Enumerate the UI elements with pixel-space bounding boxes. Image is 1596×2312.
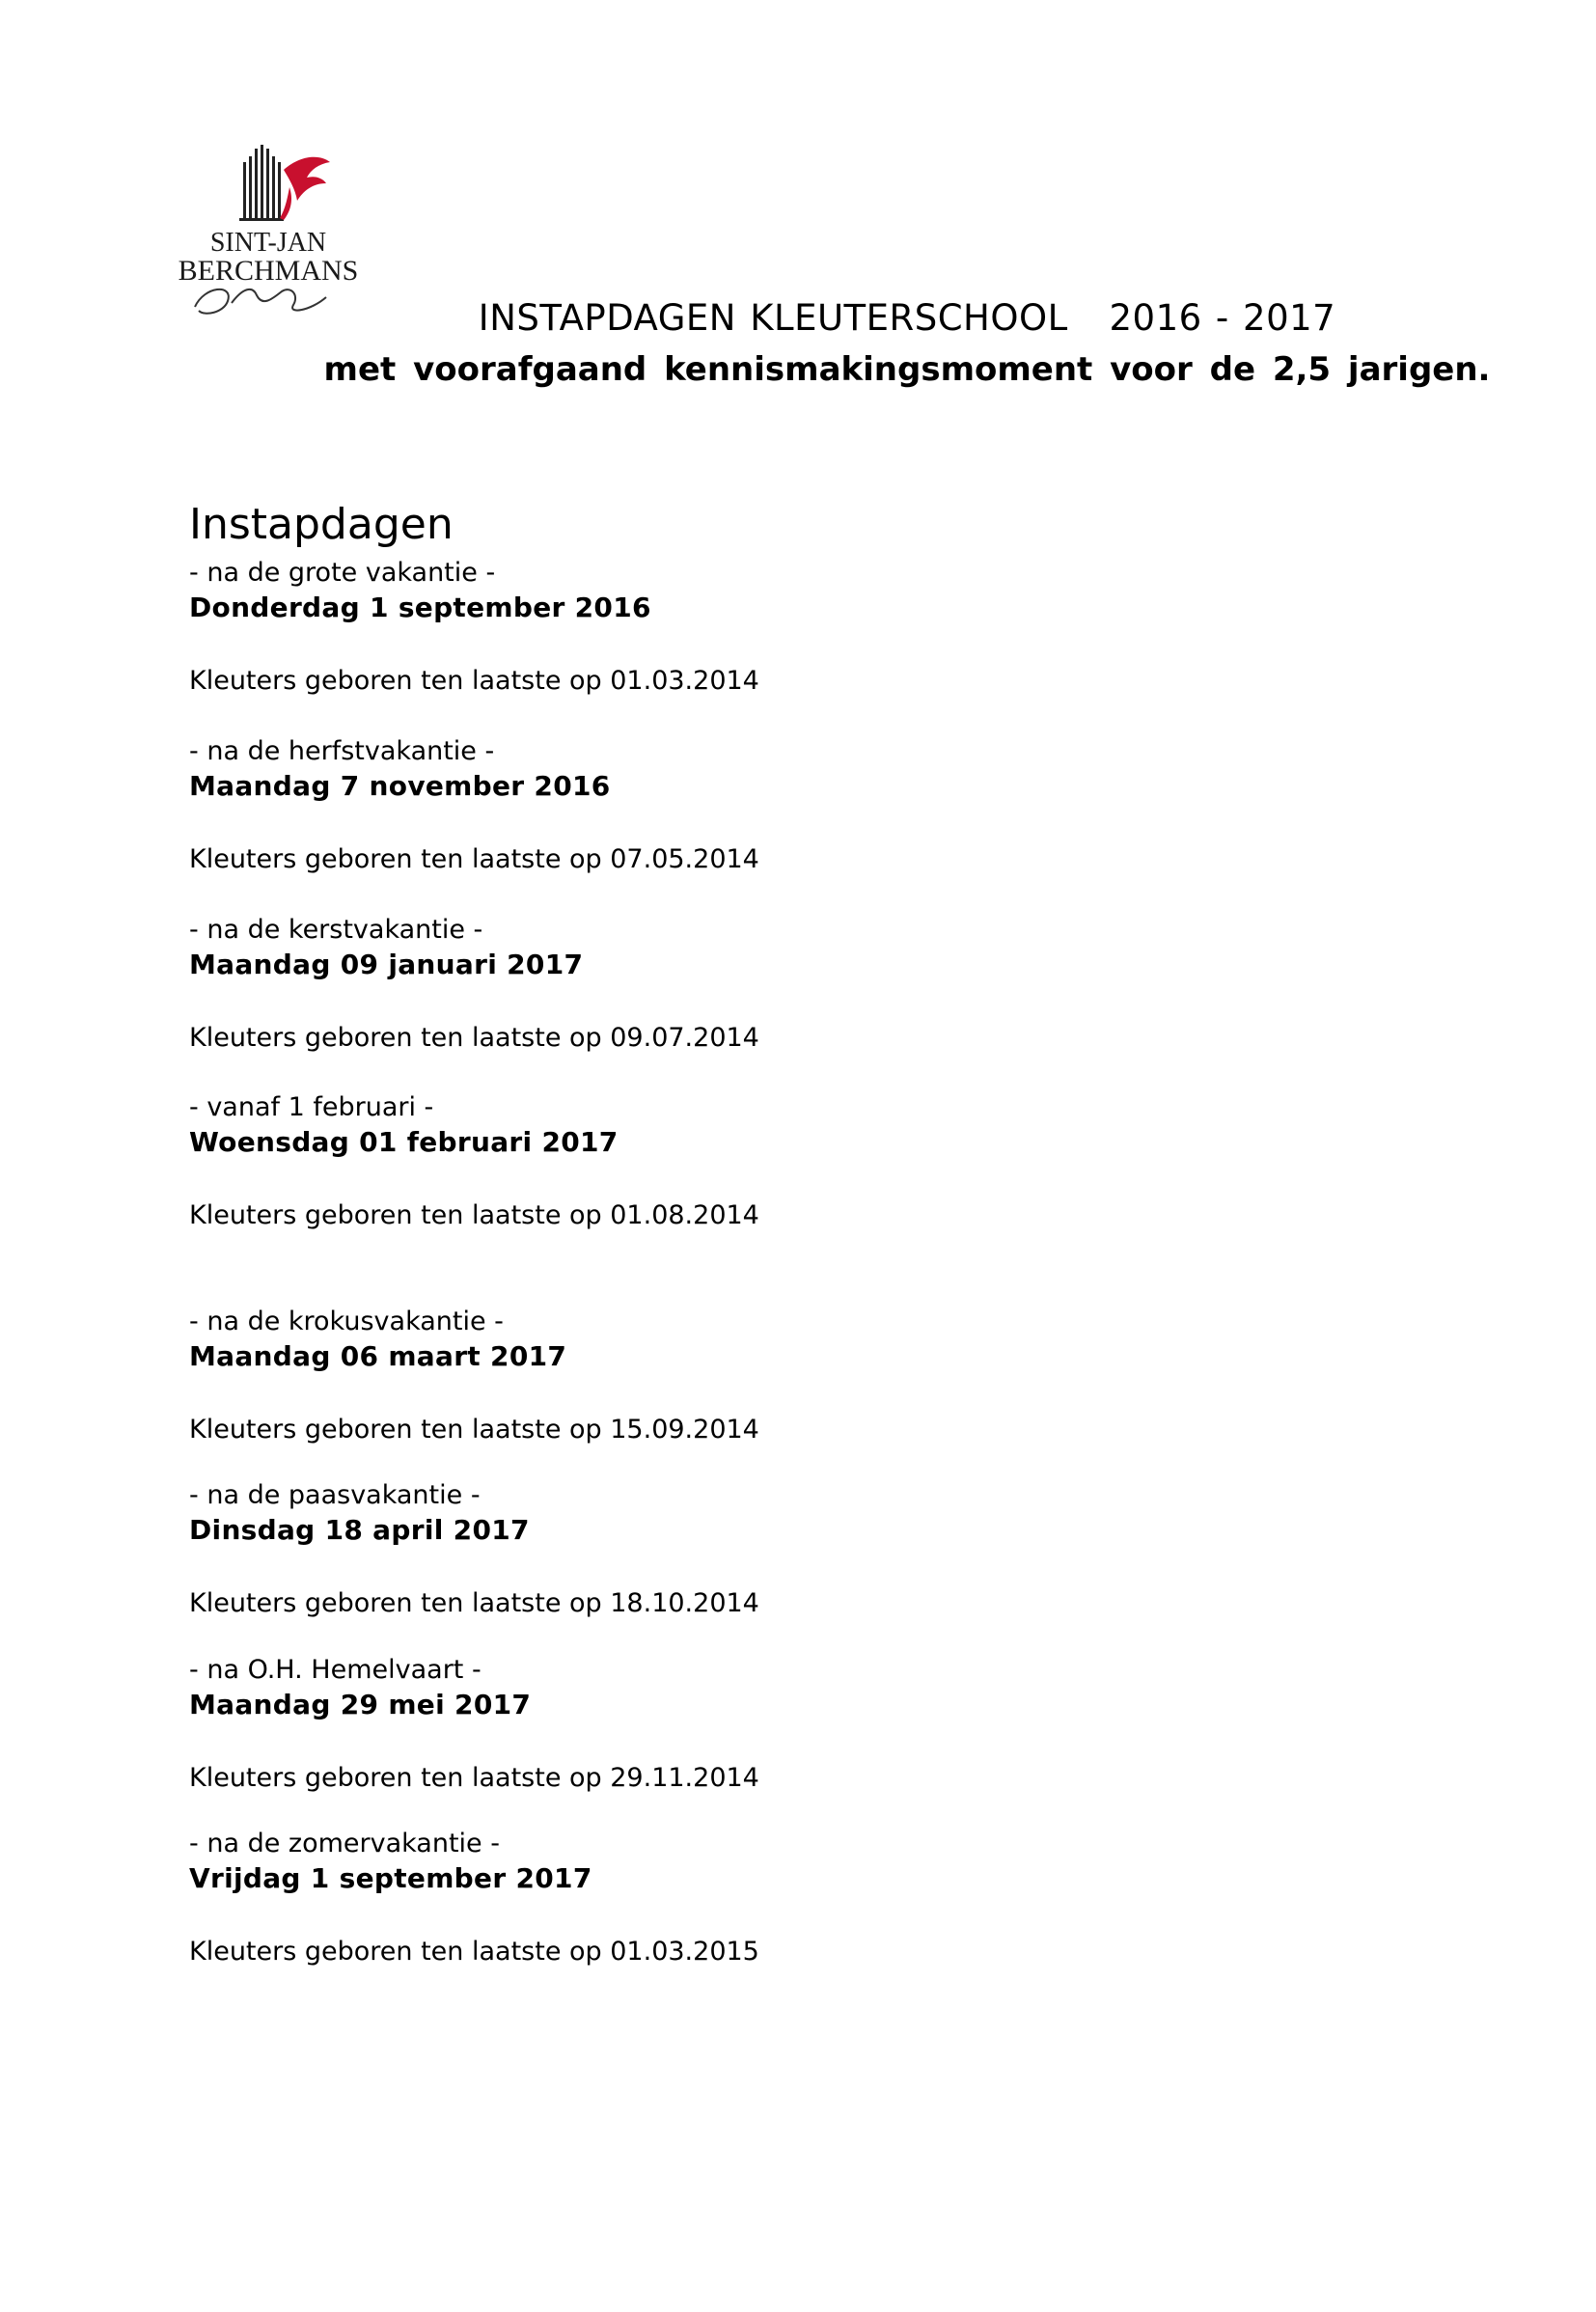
section-heading: Instapdagen: [189, 500, 454, 549]
entry-period: - na de kerstvakantie -: [189, 915, 483, 945]
entry-item: [189, 915, 759, 1054]
entry-born: Kleuters geboren ten laatste op 09.07.2014: [189, 1023, 759, 1053]
entry-period: - na de zomervakantie -: [189, 1829, 500, 1858]
entry-date: Vrijdag 1 september 2017: [189, 1862, 592, 1894]
logo-text-line1: SINT-JAN: [209, 228, 327, 258]
entry-born: Kleuters geboren ten laatste op 15.09.2014: [189, 1415, 759, 1445]
entry-born: Kleuters geboren ten laatste op 07.05.2014: [189, 844, 759, 874]
entry-born: Kleuters geboren ten laatste op 01.03.2015: [189, 1937, 759, 1967]
entry-date: Woensdag 01 februari 2017: [189, 1126, 619, 1158]
entry-period: - vanaf 1 februari -: [189, 1092, 434, 1122]
entry-date: Maandag 29 mei 2017: [189, 1689, 532, 1720]
entry-period: - na de herfstvakantie -: [189, 736, 495, 766]
entry-date: Dinsdag 18 april 2017: [189, 1514, 530, 1546]
entry-born: Kleuters geboren ten laatste op 18.10.2014: [189, 1588, 759, 1618]
entry-born: Kleuters geboren ten laatste op 29.11.2014: [189, 1763, 759, 1793]
logo-text-line2: BERCHMANS: [178, 255, 359, 287]
entry-date: Maandag 7 november 2016: [189, 770, 611, 802]
entry-item: [189, 558, 759, 697]
entry-item: [189, 1829, 759, 1968]
entry-item: [189, 1092, 759, 1231]
page-title: INSTAPDAGEN KLEUTERSCHOOL 2016 - 2017: [478, 297, 1336, 339]
entry-item: [189, 1307, 759, 1445]
entry-date: Maandag 09 januari 2017: [189, 949, 584, 980]
page-subtitle: met voorafgaand kennismakingsmoment voor de 2,5 jarigen.: [323, 350, 1491, 389]
entry-born: Kleuters geboren ten laatste op 01.08.2014: [189, 1200, 759, 1230]
entry-period: - na de paasvakantie -: [189, 1480, 481, 1510]
entry-period: - na O.H. Hemelvaart -: [189, 1655, 482, 1685]
entry-item: [189, 1655, 759, 1794]
entry-item: [189, 736, 759, 875]
entry-born: Kleuters geboren ten laatste op 01.03.2014: [189, 666, 759, 696]
entry-date: Donderdag 1 september 2016: [189, 592, 651, 623]
entry-item: [189, 1480, 759, 1619]
entry-period: - na de krokusvakantie -: [189, 1307, 504, 1336]
entry-period: - na de grote vakantie -: [189, 558, 496, 588]
entry-date: Maandag 06 maart 2017: [189, 1340, 567, 1372]
